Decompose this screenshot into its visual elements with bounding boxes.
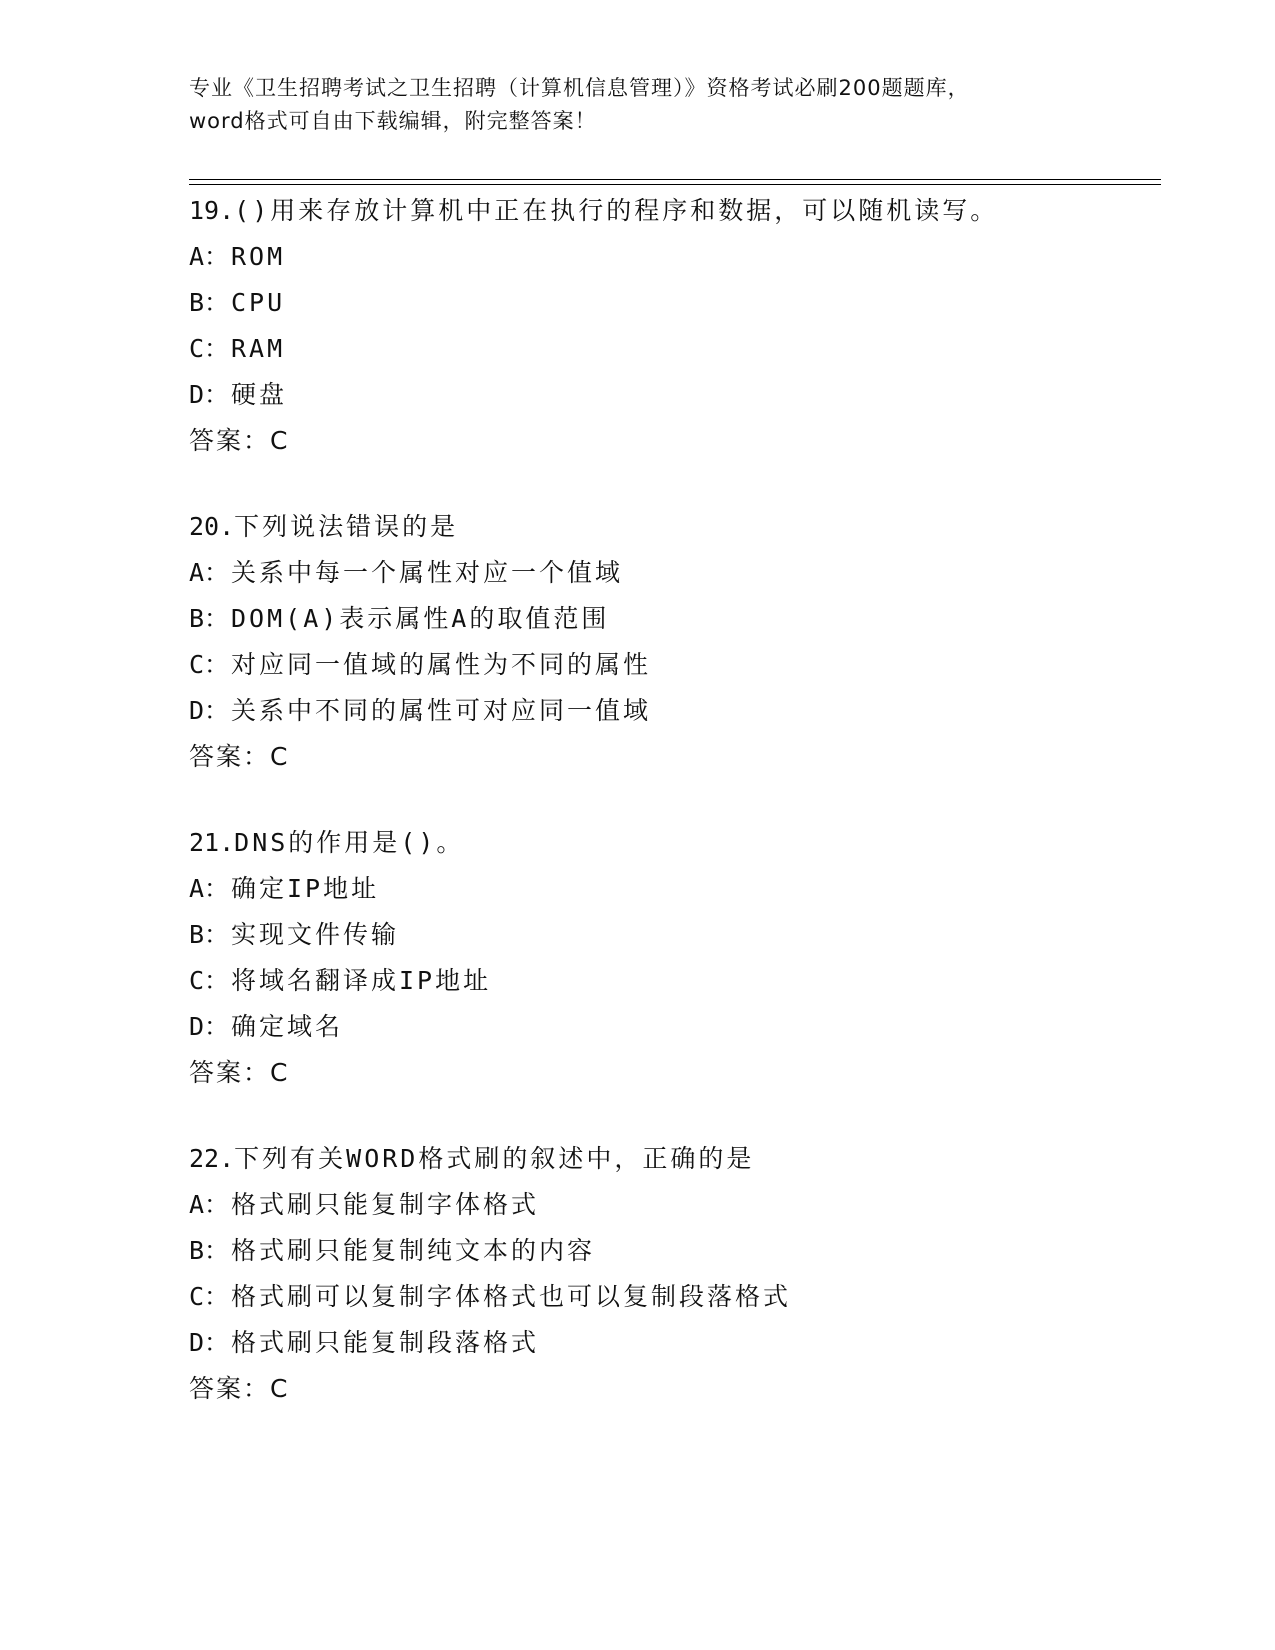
option-text: 确定IP地址	[231, 874, 380, 903]
option-text: 确定域名	[231, 1012, 344, 1041]
header-line-1: 专业《卫生招聘考试之卫生招聘（计算机信息管理）》资格考试必刷200题题库，	[189, 76, 970, 100]
option-c	[189, 1274, 1169, 1320]
answer: 答案：C	[189, 742, 290, 771]
option-c	[189, 958, 1169, 1004]
option-text: 格式刷只能复制纯文本的内容	[231, 1236, 596, 1265]
option-key: C：	[189, 650, 230, 679]
option-key: C：	[189, 966, 230, 995]
option-a	[189, 1182, 1169, 1228]
option-text: 硬盘	[231, 380, 288, 409]
question-text: 下列有关WORD格式刷的叙述中，正确的是	[234, 1144, 755, 1173]
option-key: D：	[189, 696, 230, 725]
question-number: 21.	[189, 828, 235, 857]
header-divider-bottom	[189, 184, 1161, 185]
question-stem	[189, 1136, 1169, 1182]
question-text: ()用来存放计算机中正在执行的程序和数据，可以随机读写。	[234, 196, 999, 225]
answer: 答案：C	[189, 426, 290, 455]
option-key: A：	[189, 242, 230, 271]
option-b	[189, 912, 1169, 958]
option-text: 实现文件传输	[231, 920, 400, 949]
question-text: 下列说法错误的是	[234, 512, 459, 541]
option-key: B：	[189, 1236, 230, 1265]
option-text: ROM	[231, 242, 286, 271]
header-divider-top	[189, 179, 1161, 180]
option-key: A：	[189, 874, 230, 903]
question-text: DNS的作用是()。	[234, 828, 465, 857]
option-d	[189, 1320, 1169, 1366]
option-text: 格式刷只能复制字体格式	[231, 1190, 540, 1219]
option-a	[189, 866, 1169, 912]
option-key: B：	[189, 288, 230, 317]
option-b	[189, 1228, 1169, 1274]
option-text: DOM(A)表示属性A的取值范围	[231, 604, 610, 633]
question-20	[189, 504, 1169, 780]
question-number: 22.	[189, 1144, 235, 1173]
option-key: D：	[189, 1328, 230, 1357]
option-d	[189, 372, 1169, 418]
option-b	[189, 280, 1169, 326]
option-text: 格式刷只能复制段落格式	[231, 1328, 540, 1357]
question-stem	[189, 504, 1169, 550]
option-text: RAM	[231, 334, 286, 363]
option-key: C：	[189, 1282, 230, 1311]
option-text: 将域名翻译成IP地址	[231, 966, 492, 995]
header-line-2: word格式可自由下载编辑，附完整答案！	[189, 109, 597, 133]
option-d	[189, 1004, 1169, 1050]
option-key: C：	[189, 334, 230, 363]
question-19	[189, 188, 1169, 464]
answer: 答案：C	[189, 1058, 290, 1087]
option-text: CPU	[231, 288, 286, 317]
question-number: 20.	[189, 512, 235, 541]
option-text: 格式刷可以复制字体格式也可以复制段落格式	[231, 1282, 792, 1311]
question-number: 19.	[189, 196, 235, 225]
option-a	[189, 550, 1169, 596]
option-key: A：	[189, 558, 230, 587]
option-text: 关系中每一个属性对应一个值域	[231, 558, 624, 587]
question-stem	[189, 820, 1169, 866]
question-22	[189, 1136, 1169, 1412]
answer: 答案：C	[189, 1374, 290, 1403]
question-21	[189, 820, 1169, 1096]
option-c	[189, 326, 1169, 372]
option-text: 关系中不同的属性可对应同一值域	[231, 696, 652, 725]
question-stem	[189, 188, 1169, 234]
option-a	[189, 234, 1169, 280]
document-header	[189, 72, 1089, 138]
option-text: 对应同一值域的属性为不同的属性	[231, 650, 652, 679]
option-key: D：	[189, 1012, 230, 1041]
option-c	[189, 642, 1169, 688]
option-b	[189, 596, 1169, 642]
option-key: B：	[189, 920, 230, 949]
option-d	[189, 688, 1169, 734]
option-key: B：	[189, 604, 230, 633]
option-key: D：	[189, 380, 230, 409]
option-key: A：	[189, 1190, 230, 1219]
